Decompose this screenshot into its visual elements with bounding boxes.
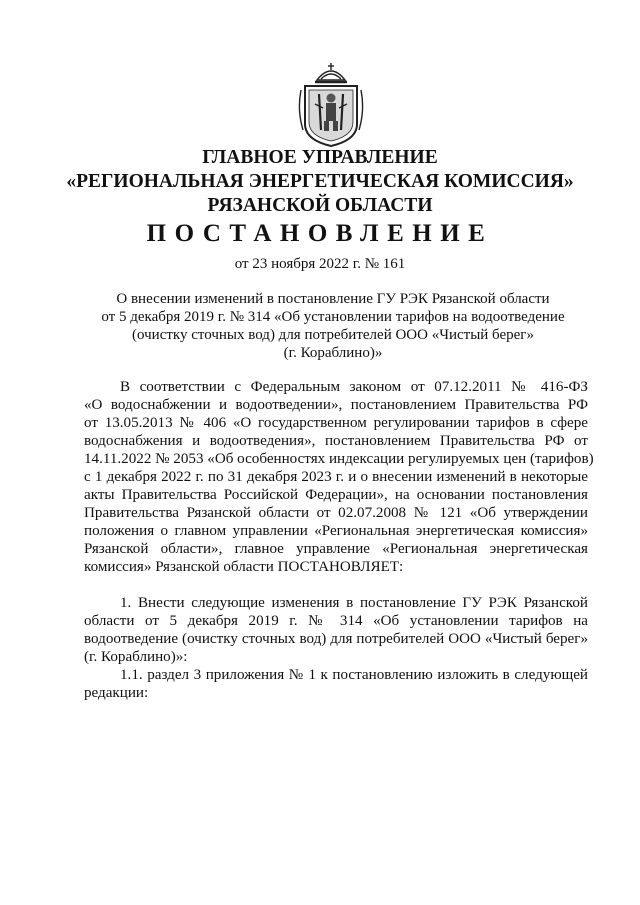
item-1-1-line: 1.1. раздел 3 приложения № 1 к постановлению изложить в следующей [120, 667, 588, 683]
item-1-line: области от 5 декабря 2019 г. № 314 «Об установлении тарифов на [84, 613, 588, 629]
subject-line: (очистку сточных вод) для потребителей ООО «Чистый берег» [132, 327, 534, 343]
preamble-line: водоснабжения и водоотведения», постановлением Правительства РФ от [84, 433, 588, 449]
preamble-line: акты Правительства Российской Федерации», на основании постановления [84, 487, 588, 503]
subject-line: от 5 декабря 2019 г. № 314 «Об установлении тарифов на водоотведение [101, 309, 565, 325]
org-name-line-3: РЯЗАНСКОЙ ОБЛАСТИ [207, 195, 433, 216]
preamble-line: положения о главном управлении «Региональная энергетическая комиссия» [84, 523, 588, 539]
org-name-line-2: «РЕГИОНАЛЬНАЯ ЭНЕРГЕТИЧЕСКАЯ КОМИССИЯ» [66, 171, 574, 192]
preamble-line: В соответствии с Федеральным законом от 07.12.2011 № 416-ФЗ [120, 379, 588, 395]
item-1-1-line: редакции: [84, 685, 149, 701]
preamble-line: Рязанской области», главное управление «Региональная энергетическая [84, 541, 588, 557]
preamble-line: от 13.05.2013 № 406 «О государственном регулировании тарифов в сфере [84, 415, 588, 431]
item-1-line: 1. Внести следующие изменения в постановление ГУ РЭК Рязанской [120, 595, 588, 611]
item-1-line: (г. Кораблино)»: [84, 649, 188, 665]
org-name-line-1: ГЛАВНОЕ УПРАВЛЕНИЕ [202, 147, 438, 168]
subject-line: О внесении изменений в постановление ГУ РЭК Рязанской области [116, 291, 550, 307]
preamble-line: комиссия» Рязанской области ПОСТАНОВЛЯЕТ: [84, 559, 404, 575]
preamble-line: с 1 декабря 2022 г. по 31 декабря 2023 г. и о внесении изменений в некоторые [84, 469, 588, 485]
preamble-line: 14.11.2022 № 2053 «Об особенностях индексации регулируемых цен (тарифов) [84, 451, 594, 467]
coat-of-arms-emblem [293, 60, 369, 148]
preamble-line: Правительства Рязанской области от 02.07.2008 № 121 «Об утверждении [84, 505, 588, 521]
date-and-number: от 23 ноября 2022 г. № 161 [234, 256, 406, 272]
document-type-title: ПОСТАНОВЛЕНИЕ [146, 220, 494, 247]
item-1-line: водоотведение (очистку сточных вод) для потребителей ООО «Чистый берег» [84, 631, 588, 647]
subject-line: (г. Кораблино)» [283, 345, 383, 361]
preamble-line: «О водоснабжении и водоотведении», постановлением Правительства РФ [84, 397, 588, 413]
